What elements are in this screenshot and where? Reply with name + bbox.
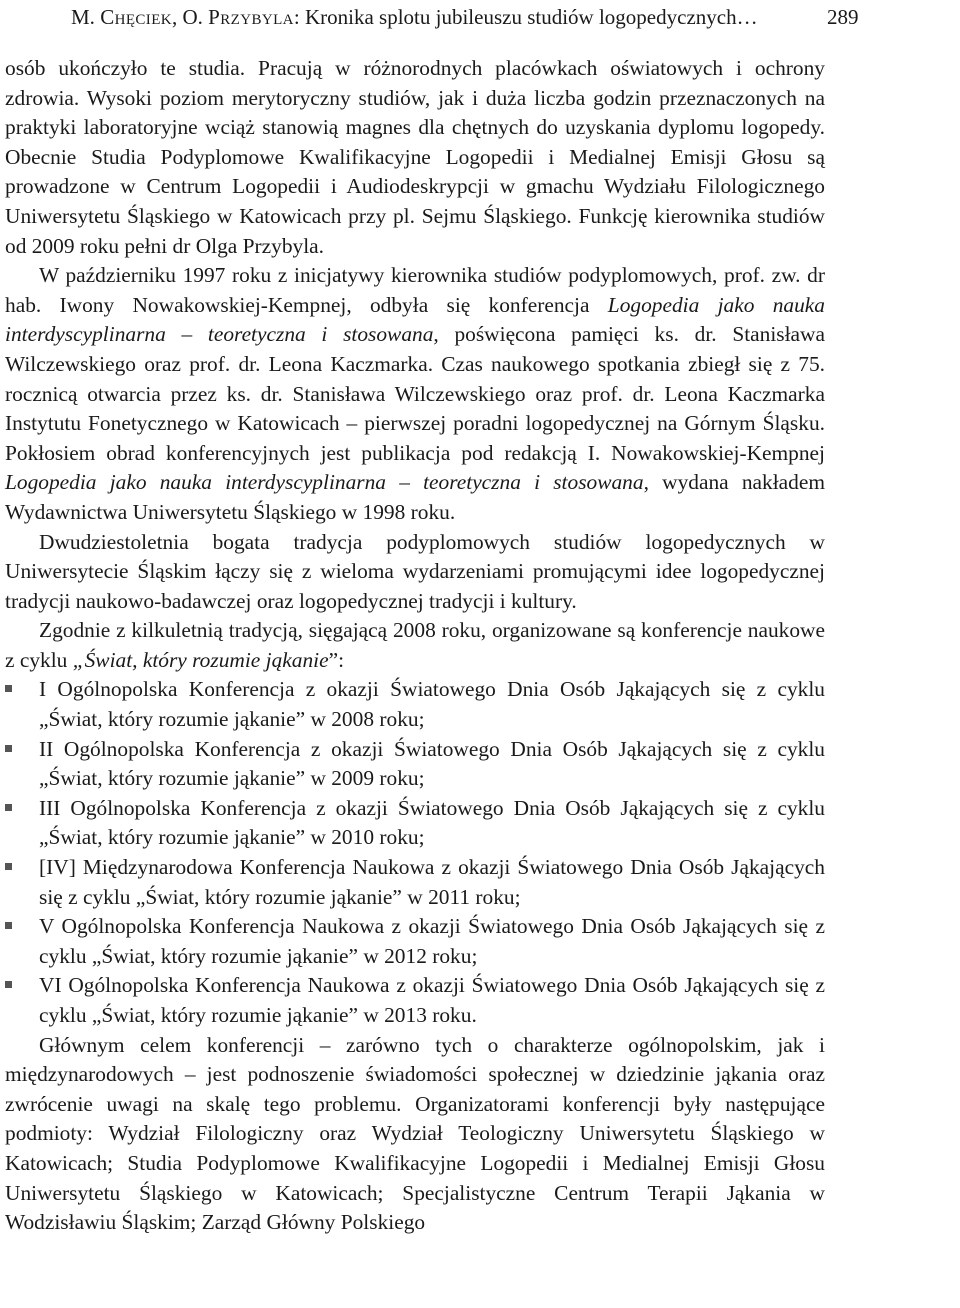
paragraph-5: Głównym celem konferencji – zarówno tych o charakterze ogólnopolskim, jak i międzynarodowych – jest podnoszenie świadomości społecznej w dziedzinie jąkania oraz zwrócenie uwagi na skalę tego problemu. Organizatorami konferencji były następujące podmioty: Wydział Filologiczny oraz Wydział Teologiczny Uniwersytetu Śląskiego w Katowicach; Studia Podyplomowe Kwalifikacyjne Logopedii i Medialnej Emisji Głosu Uniwersytetu Śląskiego w Katowicach; Specjalistyczne Centrum Terapii Jąkania w Wodzisławiu Śląskim; Zarząd Główny Polskiego	[5, 1032, 825, 1235]
paragraph-2	[5, 261, 825, 527]
paragraph-3: Dwudziestoletnia bogata tradycja podyplomowych studiów logopedycznych w Uniwersytecie Śląskim łączy się z wieloma wydarzeniami promującymi idee logopedycznej tradycji naukowo-badawczej oraz logopedycznej tradycji i kultury.	[5, 529, 825, 613]
list-item-text: III Ogólnopolska Konferencja z okazji Światowego Dnia Osób Jąkających się z cyklu „Świat, który rozumie jąkanie” w 2010 roku;	[39, 795, 825, 850]
square-bullet-icon	[5, 745, 12, 752]
list-item	[5, 735, 825, 794]
paragraph-2-text-a: W październiku 1997 roku z inicjatywy kierownika studiów podyplomowych, prof. zw. dr hab. Iwony Nowakowskiej-Kempnej, odbyła się konferencja	[5, 263, 825, 317]
list-item	[5, 912, 825, 971]
list-item	[5, 971, 825, 1030]
list-item	[5, 853, 825, 912]
running-title-text: Kronika splotu jubileuszu studiów logopedycznych…	[304, 5, 758, 29]
running-title: M. Chęciek, O. Przybyla: Kronika splotu jubileuszu studiów logopedycznych…	[71, 5, 758, 29]
conference-list	[5, 675, 825, 1030]
list-item-text: II Ogólnopolska Konferencja z okazji Światowego Dnia Osób Jąkających się z cyklu „Świat, który rozumie jąkanie” w 2009 roku;	[39, 736, 825, 791]
square-bullet-icon	[5, 804, 12, 811]
paragraph-2-text-b: , poświęcona pamięci ks. dr. Stanisława Wilczewskiego oraz prof. dr. Leona Kaczmarka. Czas naukowego spotkania zbiegł się z 75. rocznicą otwarcia przez ks. dr. Stanisława Wilczewskiego oraz prof. dr. Leona Kaczmarka Instytutu Fonetycznego w Katowicach – pierwszej poradni logopedycznej na Górnym Śląsku. Pokłosiem obrad konferencyjnych jest publikacja pod redakcją I. Nowakowskiej-Kempnej	[5, 322, 825, 465]
paragraph-2-text-c: , wydana nakładem Wydawnictwa Uniwersytetu Śląskiego w 1998 roku.	[5, 470, 825, 524]
paragraph-4-text-b: ”:	[328, 647, 345, 672]
author2-surname: Przybyla	[208, 5, 294, 29]
list-item-text: I Ogólnopolska Konferencja z okazji Światowego Dnia Osób Jąkających się z cyklu „Świat, który rozumie jąkanie” w 2008 roku;	[39, 677, 825, 732]
conference-title-italic: Logopedia jako nauka interdyscyplinarna – teoretyczna i stosowana	[5, 292, 825, 347]
running-header	[5, 0, 859, 42]
list-item-text: VI Ogólnopolska Konferencja Naukowa z okazji Światowego Dnia Osób Jąkających się z cyklu „Świat, który rozumie jąkanie” w 2013 roku.	[39, 973, 825, 1027]
paragraph-4	[5, 616, 825, 675]
document-page	[5, 0, 859, 1238]
author2-initial: O.	[182, 5, 203, 29]
list-item	[5, 794, 825, 853]
square-bullet-icon	[5, 981, 12, 988]
square-bullet-icon	[5, 863, 12, 870]
page-number: 289	[827, 5, 859, 29]
list-item-text: V Ogólnopolska Konferencja Naukowa z okazji Światowego Dnia Osób Jąkających się z cyklu „Świat, który rozumie jąkanie” w 2012 roku;	[39, 914, 825, 968]
paragraph-1: osób ukończyło te studia. Pracują w różnorodnych placówkach oświatowych i ochrony zdrowia. Wysoki poziom merytoryczny studiów, jak i duża liczba godzin przeznaczonych na praktyki laboratoryjne wciąż stanowią magnes dla chętnych do uzyskania dyplomu logopedy. Obecnie Studia Podyplomowe Kwalifikacyjne Logopedii i Medialnej Emisji Głosu są prowadzone w Centrum Logopedii i Audiodeskrypcji w gmachu Wydziału Filologicznego Uniwersytetu Śląskiego w Katowicach przy pl. Sejmu Śląskiego. Funkcję kierownika studiów od 2009 roku pełni dr Olga Przybyla.	[5, 56, 825, 258]
publication-title-italic: Logopedia jako nauka interdyscyplinarna – teoretyczna i stosowana	[5, 470, 644, 495]
square-bullet-icon	[5, 685, 12, 692]
author1-initial: M.	[71, 5, 95, 29]
body-text	[5, 54, 825, 1238]
list-item	[5, 675, 825, 734]
cycle-title-italic: „Świat, który rozumie jąkanie	[72, 647, 329, 672]
author1-surname: Chęciek	[100, 5, 172, 29]
list-item-text: [IV] Międzynarodowa Konferencja Naukowa z okazji Światowego Dnia Osób Jąkających się z cyklu „Świat, który rozumie jąkanie” w 2011 roku;	[39, 855, 825, 909]
paragraph-4-text-a: Zgodnie z kilkuletnią tradycją, sięgającą 2008 roku, organizowane są konferencje naukowe z cyklu	[5, 618, 825, 672]
square-bullet-icon	[5, 922, 12, 929]
